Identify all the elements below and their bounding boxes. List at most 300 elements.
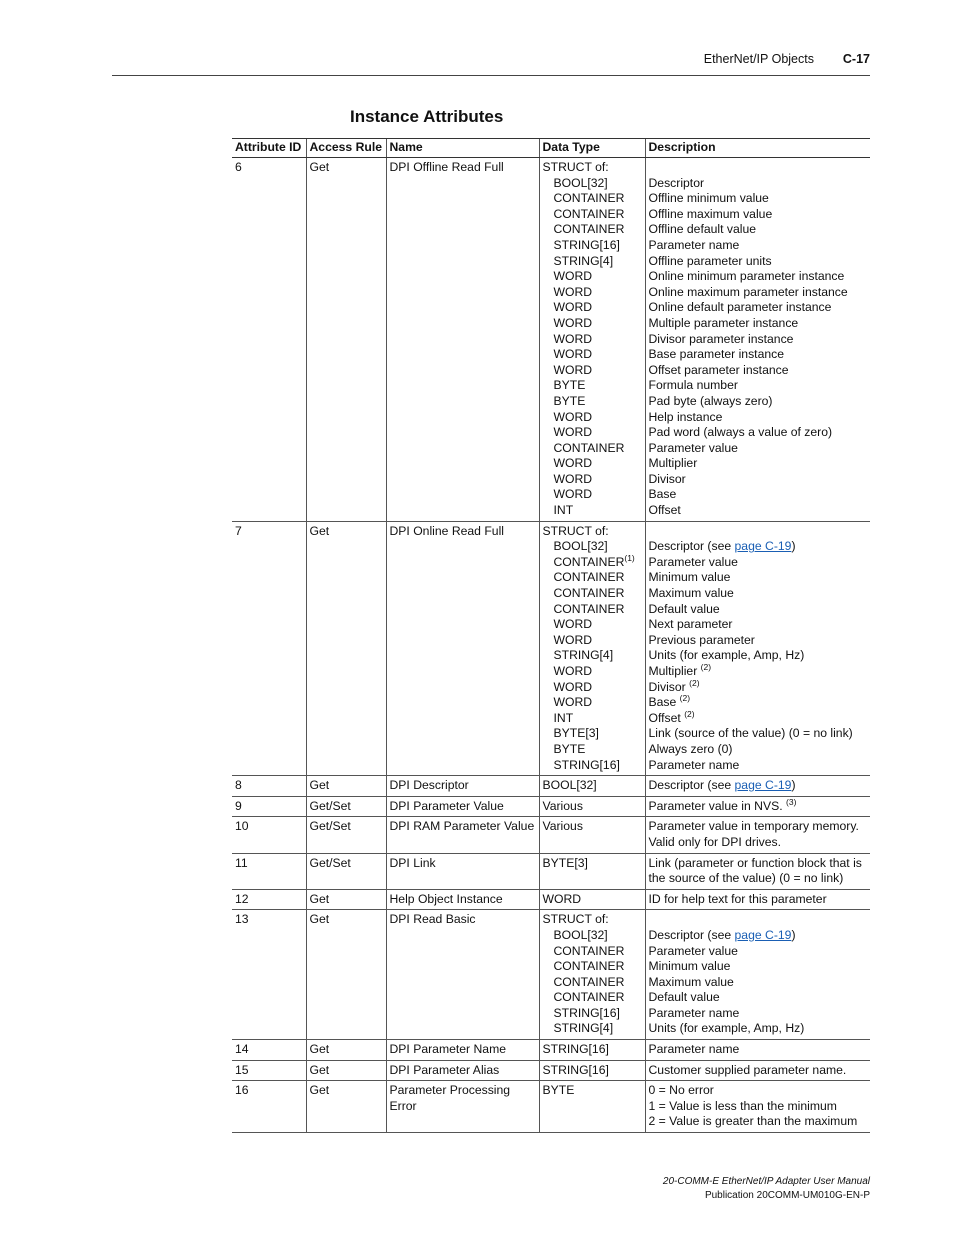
description-text: 2 = Value is greater than the maximum [648,1114,858,1129]
data-type-line [543,633,643,649]
access-rule-cell: Get/Set [306,817,386,853]
description-text: Default value [648,601,720,616]
description-line [649,441,869,457]
description-line [649,555,869,571]
description-text: Parameter value [648,440,738,455]
description-text: Online minimum parameter instance [648,269,845,284]
data-type-line [543,1006,643,1022]
description-text: Online maximum parameter instance [648,284,848,299]
data-type-line [543,664,643,680]
description-text: Pad byte (always zero) [648,393,773,408]
footer-manual-title: 20-COMM-E EtherNet/IP Adapter User Manual [662,1176,870,1187]
data-type-text: Various [542,819,583,834]
attribute-id-cell: 9 [232,796,306,817]
description-text: Default value [648,990,720,1005]
data-type-line [543,617,643,633]
access-rule-cell: Get [306,158,386,522]
attribute-name-cell: DPI Parameter Value [386,796,539,817]
description-line [649,332,869,348]
data-type-line [543,586,643,602]
data-type-text: BYTE [553,741,586,756]
data-type-cell [539,817,645,853]
data-type-cell [539,1040,645,1061]
description-text: Base [648,695,680,710]
data-type-text: BYTE [553,393,586,408]
description-line [649,570,869,586]
column-header: Name [386,139,539,158]
description-text: Online default parameter instance [648,300,832,315]
description-text: 1 = Value is less than the minimum [648,1098,837,1113]
data-type-line [543,990,643,1006]
description-line [649,269,869,285]
attribute-id-cell: 10 [232,817,306,853]
header-divider [112,75,870,76]
data-type-cell [539,910,645,1040]
access-rule-cell: Get [306,1040,386,1061]
data-type-text: CONTAINER [553,440,625,455]
data-type-cell [539,521,645,776]
data-type-text: WORD [553,487,593,502]
data-type-line [543,222,643,238]
description-line [649,300,869,316]
data-type-line [543,819,643,835]
description-text: Always zero (0) [648,741,733,756]
description-line [649,835,869,851]
description-line [649,207,869,223]
data-type-text: WORD [553,300,593,315]
data-type-line [543,680,643,696]
attribute-name-cell: DPI Offline Read Full [386,158,539,522]
description-text: Parameter value [648,943,738,958]
data-type-text: WORD [553,409,593,424]
description-line [649,160,869,176]
description-line [649,758,869,774]
data-type-cell [539,1060,645,1081]
data-type-text: STRING[16] [553,757,620,772]
data-type-text: INT [553,710,574,725]
description-line [649,1083,869,1099]
data-type-line [543,648,643,664]
data-type-text: WORD [553,331,593,346]
data-type-text: CONTAINER [553,554,625,569]
access-rule-cell: Get/Set [306,796,386,817]
data-type-text: STRING[16] [542,1042,609,1057]
data-type-text: WORD [553,679,593,694]
data-type-text: BOOL[32] [542,778,597,793]
description-text: Parameter name [648,757,740,772]
data-type-line [543,928,643,944]
description-line [649,254,869,270]
data-type-line [543,856,643,872]
description-cell [645,817,870,853]
attribute-id-cell: 12 [232,889,306,910]
data-type-line [543,726,643,742]
description-cell [645,910,870,1040]
description-line [649,285,869,301]
description-cell [645,853,870,889]
description-cell [645,158,870,522]
data-type-text: CONTAINER [553,601,625,616]
description-text: Customer supplied parameter name. [648,1062,847,1077]
data-type-text: WORD [553,617,593,632]
description-line [649,586,869,602]
data-type-line [543,959,643,975]
attribute-id-cell: 8 [232,776,306,797]
description-line [649,1114,869,1130]
description-text: Units (for example, Amp, Hz) [648,1021,805,1036]
description-text: Offline parameter units [648,253,772,268]
access-rule-cell: Get [306,1081,386,1133]
footnote-marker: (3) [786,796,797,807]
description-cell [645,521,870,776]
data-type-text: WORD [553,664,593,678]
attribute-name-cell: DPI Read Basic [386,910,539,1040]
description-text: Offline maximum value [648,206,773,221]
data-type-line [543,892,643,908]
data-type-line [543,207,643,223]
footnote-marker: (2) [700,662,712,672]
data-type-line [543,254,643,270]
description-cell [645,1040,870,1061]
table-row [232,1040,870,1061]
data-type-line [543,441,643,457]
data-type-line [543,176,643,192]
data-type-text: WORD [553,362,593,377]
data-type-line [543,1021,643,1037]
access-rule-cell: Get [306,1060,386,1081]
description-line [649,856,869,887]
attribute-name-cell: DPI Parameter Name [386,1040,539,1061]
description-text: Minimum value [648,570,731,585]
description-text: Parameter value in NVS. [648,798,787,813]
data-type-line [543,238,643,254]
access-rule-cell: Get [306,776,386,797]
description-line: Descriptor (see page C-19) [648,927,796,942]
data-type-line [543,160,643,176]
attribute-name-cell: DPI Descriptor [386,776,539,797]
description-text: Divisor [648,471,686,486]
data-type-text: WORD [553,695,593,710]
description-line [649,1099,869,1115]
data-type-text: CONTAINER [553,586,625,601]
attribute-id-cell: 6 [232,158,306,522]
description-line [649,503,869,519]
attribute-name-cell: Parameter Processing Error [386,1081,539,1133]
data-type-text: BOOL[32] [553,539,608,554]
description-line [649,176,869,192]
data-type-line [543,758,643,774]
section-title: Instance Attributes [350,107,504,126]
data-type-text: BYTE [553,378,586,393]
attribute-name-cell: DPI Link [386,853,539,889]
description-text: Valid only for DPI drives. [648,834,782,849]
description-text: Minimum value [648,959,731,974]
description-text: Divisor parameter instance [648,331,794,346]
table-row [232,776,870,797]
data-type-line [543,332,643,348]
data-type-line [543,1063,643,1079]
description-text: Descriptor [648,175,705,190]
description-line [649,944,869,960]
data-type-text: WORD [553,632,593,647]
description-text: Multiple parameter instance [648,315,799,330]
header-section-title: EtherNet/IP Objects [703,52,814,66]
description-text: Parameter value in temporary memory. [648,819,859,834]
data-type-text: CONTAINER [553,191,625,206]
description-text: Offset parameter instance [648,362,789,377]
description-text: Parameter name [648,1005,740,1020]
attribute-name-cell: Help Object Instance [386,889,539,910]
description-text: Previous parameter [648,632,755,647]
description-line [649,410,869,426]
data-type-cell [539,889,645,910]
data-type-line [543,799,643,815]
description-text: Help instance [648,409,723,424]
description-line [649,742,869,758]
table-row [232,796,870,817]
data-type-text: STRING[4] [553,253,614,268]
data-type-text: BOOL[32] [553,175,608,190]
table-row [232,910,870,1040]
data-type-cell [539,776,645,797]
description-cell [645,1081,870,1133]
table-row [232,853,870,889]
table-row [232,1081,870,1133]
data-type-text: WORD [553,425,593,440]
description-line [649,990,869,1006]
access-rule-cell: Get [306,889,386,910]
data-type-line [543,912,643,928]
data-type-text: WORD [553,315,593,330]
data-type-line [543,487,643,503]
data-type-text: CONTAINER [553,943,625,958]
description-text: Units (for example, Amp, Hz) [648,648,805,663]
page-reference-link[interactable]: page C-19 [734,778,792,793]
data-type-line [543,394,643,410]
description-line [649,959,869,975]
data-type-line [543,316,643,332]
description-text: Descriptor (see [648,927,735,942]
description-line [649,975,869,991]
description-text: Offline minimum value [648,191,769,206]
data-type-text: INT [553,503,574,518]
data-type-line [543,300,643,316]
description-line [649,1021,869,1037]
data-type-text: STRING[16] [542,1062,609,1077]
data-type-line [543,285,643,301]
data-type-text: STRUCT of: [542,160,609,174]
description-line [649,819,869,835]
column-header: Data Type [539,139,645,158]
access-rule-cell: Get [306,521,386,776]
data-type-text: CONTAINER [553,959,625,974]
data-type-text: STRING[16] [553,237,620,252]
description-line [649,664,869,680]
footnote-marker: (1) [624,552,635,563]
description-line [649,316,869,332]
data-type-line [543,503,643,519]
data-type-cell [539,796,645,817]
data-type-line [543,778,643,794]
data-type-text: CONTAINER [553,974,625,989]
description-cell [645,796,870,817]
description-line [648,796,869,815]
description-line [649,892,869,908]
data-type-line [543,944,643,960]
data-type-text: BYTE[3] [542,855,588,870]
description-text: ID for help text for this parameter [648,891,827,906]
description-line [649,1063,869,1079]
data-type-line [543,191,643,207]
data-type-cell [539,1081,645,1133]
data-type-line [543,742,643,758]
attribute-id-cell: 16 [232,1081,306,1133]
data-type-text: BYTE [542,1083,575,1098]
data-type-text: WORD [542,891,582,906]
table-row [232,1060,870,1081]
data-type-line [543,269,643,285]
description-text: Offset [648,503,681,518]
footnote-marker: (2) [689,677,700,688]
description-text: Descriptor (see [648,778,735,793]
data-type-text: BOOL[32] [553,927,608,942]
description-line [649,222,869,238]
data-type-text: Various [542,798,583,813]
description-text: Next parameter [648,617,733,632]
page-reference-link[interactable]: page C-19 [734,539,792,554]
page-header [0,52,954,72]
attribute-name-cell: DPI Online Read Full [386,521,539,776]
table-row [232,889,870,910]
attribute-id-cell: 11 [232,853,306,889]
table-row [232,521,870,776]
data-type-line [543,975,643,991]
table-header-row [232,139,870,158]
footer-publication: Publication 20COMM-UM010G-EN-P [704,1190,870,1201]
data-type-line [543,425,643,441]
data-type-line [543,347,643,363]
data-type-text: WORD [553,456,593,471]
data-type-line [543,602,643,618]
description-line: Descriptor (see page C-19) [648,778,796,793]
data-type-cell [539,853,645,889]
access-rule-cell: Get/Set [306,853,386,889]
page-reference-link[interactable]: page C-19 [734,927,792,942]
data-type-line [543,378,643,394]
description-text: Pad word (always a value of zero) [648,425,833,440]
data-type-text: WORD [553,347,593,362]
data-type-text: CONTAINER [553,990,625,1005]
data-type-text: WORD [553,269,593,284]
data-type-text: WORD [553,471,593,486]
data-type-text: CONTAINER [553,570,625,585]
description-line [649,912,869,928]
description-text: Multiplier [648,456,698,471]
description-text: Parameter name [648,237,740,252]
description-text: Formula number [648,378,738,393]
attribute-id-cell: 14 [232,1040,306,1061]
data-type-line [543,456,643,472]
access-rule-cell: Get [306,910,386,1040]
description-text: Maximum value [648,586,734,601]
description-text: Descriptor (see [648,539,735,554]
description-text: Maximum value [648,974,734,989]
description-text: Base parameter instance [648,347,784,362]
description-line [649,617,869,633]
description-text: Multiplier [648,664,701,678]
column-header: Access Rule [306,139,386,158]
description-text: Link (source of the value) (0 = no link) [648,726,853,741]
description-line: Descriptor (see page C-19) [648,539,796,554]
description-line [649,472,869,488]
description-line [649,425,869,441]
attribute-id-cell: 13 [232,910,306,1040]
description-line [649,191,869,207]
data-type-line [543,570,643,586]
description-cell [645,889,870,910]
footnote-marker: (2) [679,693,691,704]
data-type-cell [539,158,645,522]
table-row [232,158,870,522]
attribute-id-cell: 7 [232,521,306,776]
data-type-line [543,711,643,727]
attribute-name-cell: DPI RAM Parameter Value [386,817,539,853]
data-type-text: BYTE[3] [553,726,599,741]
data-type-text: STRUCT of: [542,523,609,538]
description-text: 0 = No error [648,1083,714,1098]
description-line [649,633,869,649]
attribute-name-cell: DPI Parameter Alias [386,1060,539,1081]
description-text: Offset [648,710,685,725]
data-type-line [543,1042,643,1058]
description-line [649,487,869,503]
description-line [649,347,869,363]
footnote-marker: (2) [684,708,695,719]
description-cell [645,1060,870,1081]
description-cell [645,776,870,797]
data-type-text: CONTAINER [553,206,625,221]
instance-attributes-table [232,138,870,1133]
description-line [649,648,869,664]
description-text: Divisor [648,679,690,694]
description-line [649,726,869,742]
data-type-text: STRUCT of: [542,912,609,927]
table-row [232,817,870,853]
description-line [649,363,869,379]
data-type-text: WORD [553,284,593,299]
description-text: Parameter name [648,1042,740,1057]
data-type-line [543,1083,643,1099]
data-type-text: STRING[4] [553,648,614,663]
description-line [649,1042,869,1058]
description-line [649,524,869,540]
attribute-id-cell: 15 [232,1060,306,1081]
header-page-number: C-17 [842,52,870,66]
data-type-line [543,695,643,711]
description-line [649,238,869,254]
data-type-line [543,363,643,379]
column-header: Description [645,139,870,158]
description-line [649,378,869,394]
description-line [649,1006,869,1022]
description-line [649,695,869,711]
description-line [649,456,869,472]
column-header: Attribute ID [232,139,306,158]
data-type-line [543,472,643,488]
description-text: Parameter value [648,554,738,569]
description-text: Base [648,487,677,502]
description-line [649,602,869,618]
